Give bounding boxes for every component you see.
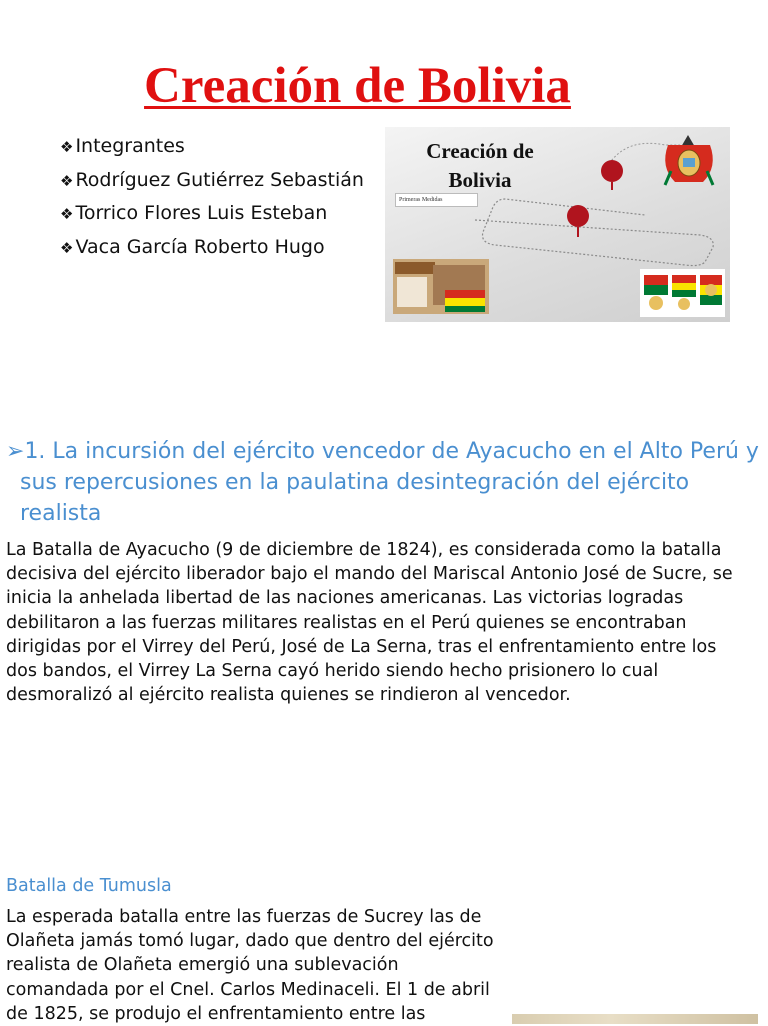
- page-title: Creación de Bolivia: [144, 58, 571, 115]
- members-list: [60, 130, 364, 264]
- list-item: ❖ Rodríguez Gutiérrez Sebastián: [60, 168, 364, 191]
- diamond-bullet-icon: ❖: [60, 205, 74, 223]
- diamond-bullet-icon: ❖: [60, 138, 74, 156]
- pin-icon: [601, 160, 623, 190]
- section-heading: ➢1. La incursión del ejército vencedor de Ayacucho en el Alto Perú y sus repercusiones en la paulatina desintegración del ejército realista: [6, 439, 759, 526]
- arrow-bullet-icon: ➢: [6, 439, 25, 464]
- diamond-bullet-icon: ❖: [60, 171, 74, 190]
- cover-image: [385, 127, 730, 322]
- partial-image: [512, 1014, 758, 1024]
- section-paragraph: La esperada batalla entre las fuerzas de Sucrey las de Olañeta jamás tomó lugar, dado que dentro del ejército realista de Olañeta emergió una sublevación comandada por el Cnel. Carlos Medinaceli. El 1 de abril de 1825, se produjo el enfrentamiento entre las: [6, 907, 494, 1024]
- cover-title: Creación de Bolivia: [426, 139, 534, 192]
- subsection-heading: Batalla de Tumusla: [6, 876, 172, 896]
- list-item: ❖ Integrantes: [60, 135, 185, 157]
- list-item: ❖ Torrico Flores Luis Esteban: [60, 202, 328, 224]
- pin-icon: [567, 205, 589, 237]
- coat-of-arms-icon: [665, 135, 713, 185]
- diamond-bullet-icon: ❖: [60, 238, 74, 257]
- cover-label: Primeras Medidas: [395, 193, 478, 207]
- list-item: ❖ Vaca García Roberto Hugo: [60, 235, 325, 258]
- section-paragraph: La Batalla de Ayacucho (9 de diciembre de 1824), es considerada como la batalla decisiva del ejército liberador bajo el mando del Mariscal Antonio José de Sucre, se inicia la anhelada libertad de las naciones americanas. Las victorias logradas debilitaron a las fuerzas militares realistas en el Perú quienes se encontraban dirigidas por el Virrey del Perú, José de La Serna, tras el enfrentamiento entre los dos bandos, el Virrey La Serna cayó herido siendo hecho prisionero lo cual desmoralizó al ejército realista quienes se rindieron al vencedor.: [6, 540, 733, 706]
